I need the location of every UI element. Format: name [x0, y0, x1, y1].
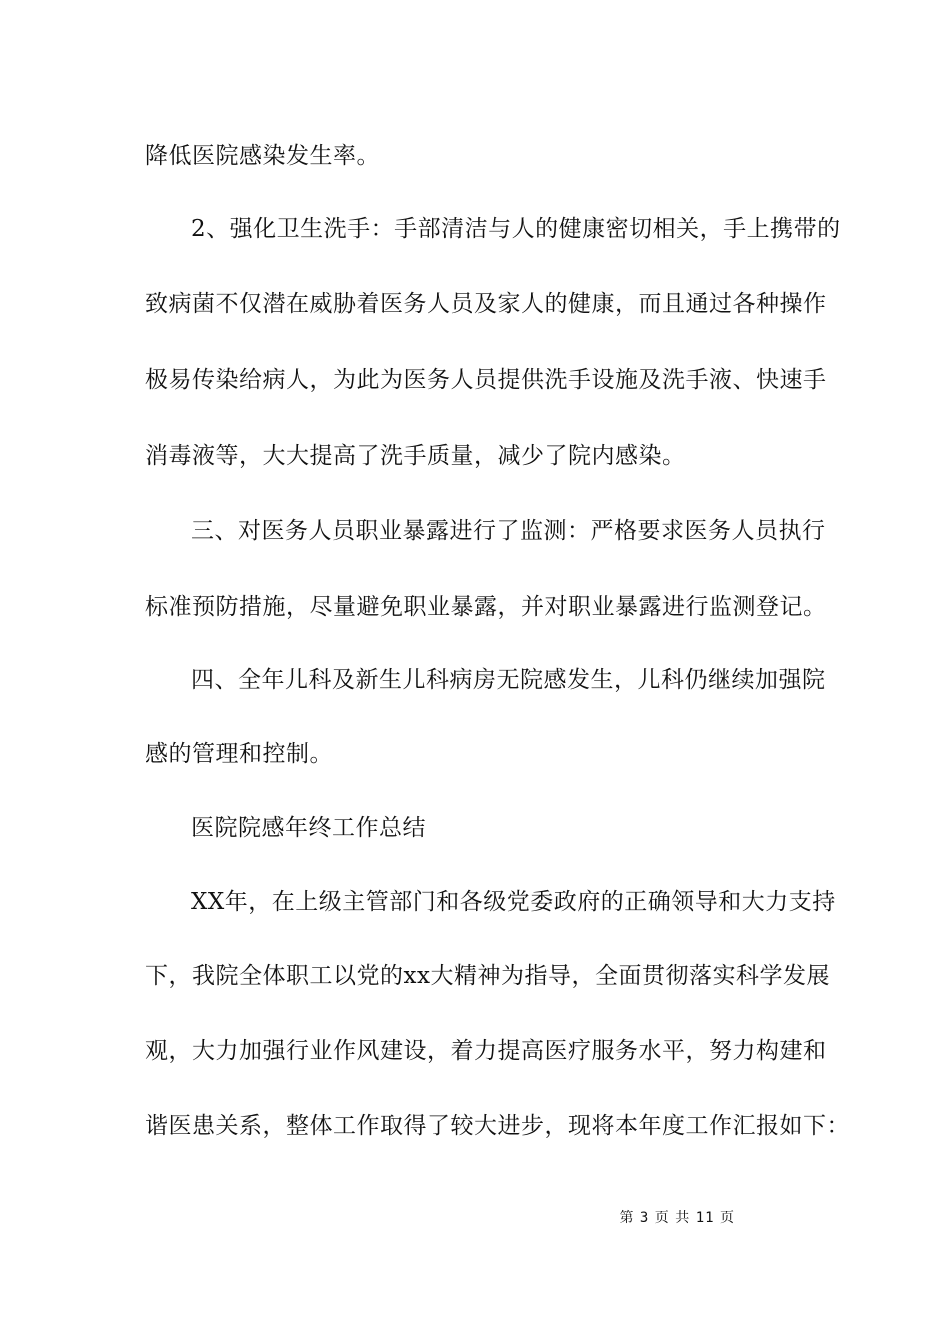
text-line: 三、对医务人员职业暴露进行了监测：严格要求医务人员执行	[191, 518, 826, 544]
current-page-number: 3	[639, 1210, 650, 1226]
footer-middle: 页 共	[654, 1210, 691, 1226]
text-line: 致病菌不仅潜在威胁着医务人员及家人的健康，而且通过各种操作	[145, 291, 827, 317]
footer-suffix: 页	[720, 1210, 735, 1226]
footer-prefix: 第	[619, 1210, 635, 1226]
page-footer	[0, 1209, 735, 1227]
text-line: 2、强化卫生洗手：手部清洁与人的健康密切相关，手上携带的	[191, 216, 841, 242]
text-line: 感的管理和控制。	[145, 741, 333, 767]
text-line: 降低医院感染发生率。	[145, 143, 380, 169]
text-line: 谐医患关系，整体工作取得了较大进步，现将本年度工作汇报如下：	[145, 1113, 850, 1139]
text-line: 极易传染给病人，为此为医务人员提供洗手设施及洗手液、快速手	[145, 367, 827, 393]
text-line: 四、全年儿科及新生儿科病房无院感发生，儿科仍继续加强院	[191, 667, 826, 693]
section-heading: 医院院感年终工作总结	[191, 815, 426, 841]
text-line: 观，大力加强行业作风建设，着力提高医疗服务水平，努力构建和	[145, 1038, 827, 1064]
text-line: 消毒液等，大大提高了洗手质量，减少了院内感染。	[145, 443, 686, 469]
text-line: 标准预防措施，尽量避免职业暴露，并对职业暴露进行监测登记。	[145, 594, 827, 620]
total-pages-number: 11	[695, 1210, 715, 1226]
text-line: XX年，在上级主管部门和各级党委政府的正确领导和大力支持	[191, 889, 836, 915]
text-line: 下，我院全体职工以党的xx大精神为指导，全面贯彻落实科学发展	[145, 963, 830, 989]
